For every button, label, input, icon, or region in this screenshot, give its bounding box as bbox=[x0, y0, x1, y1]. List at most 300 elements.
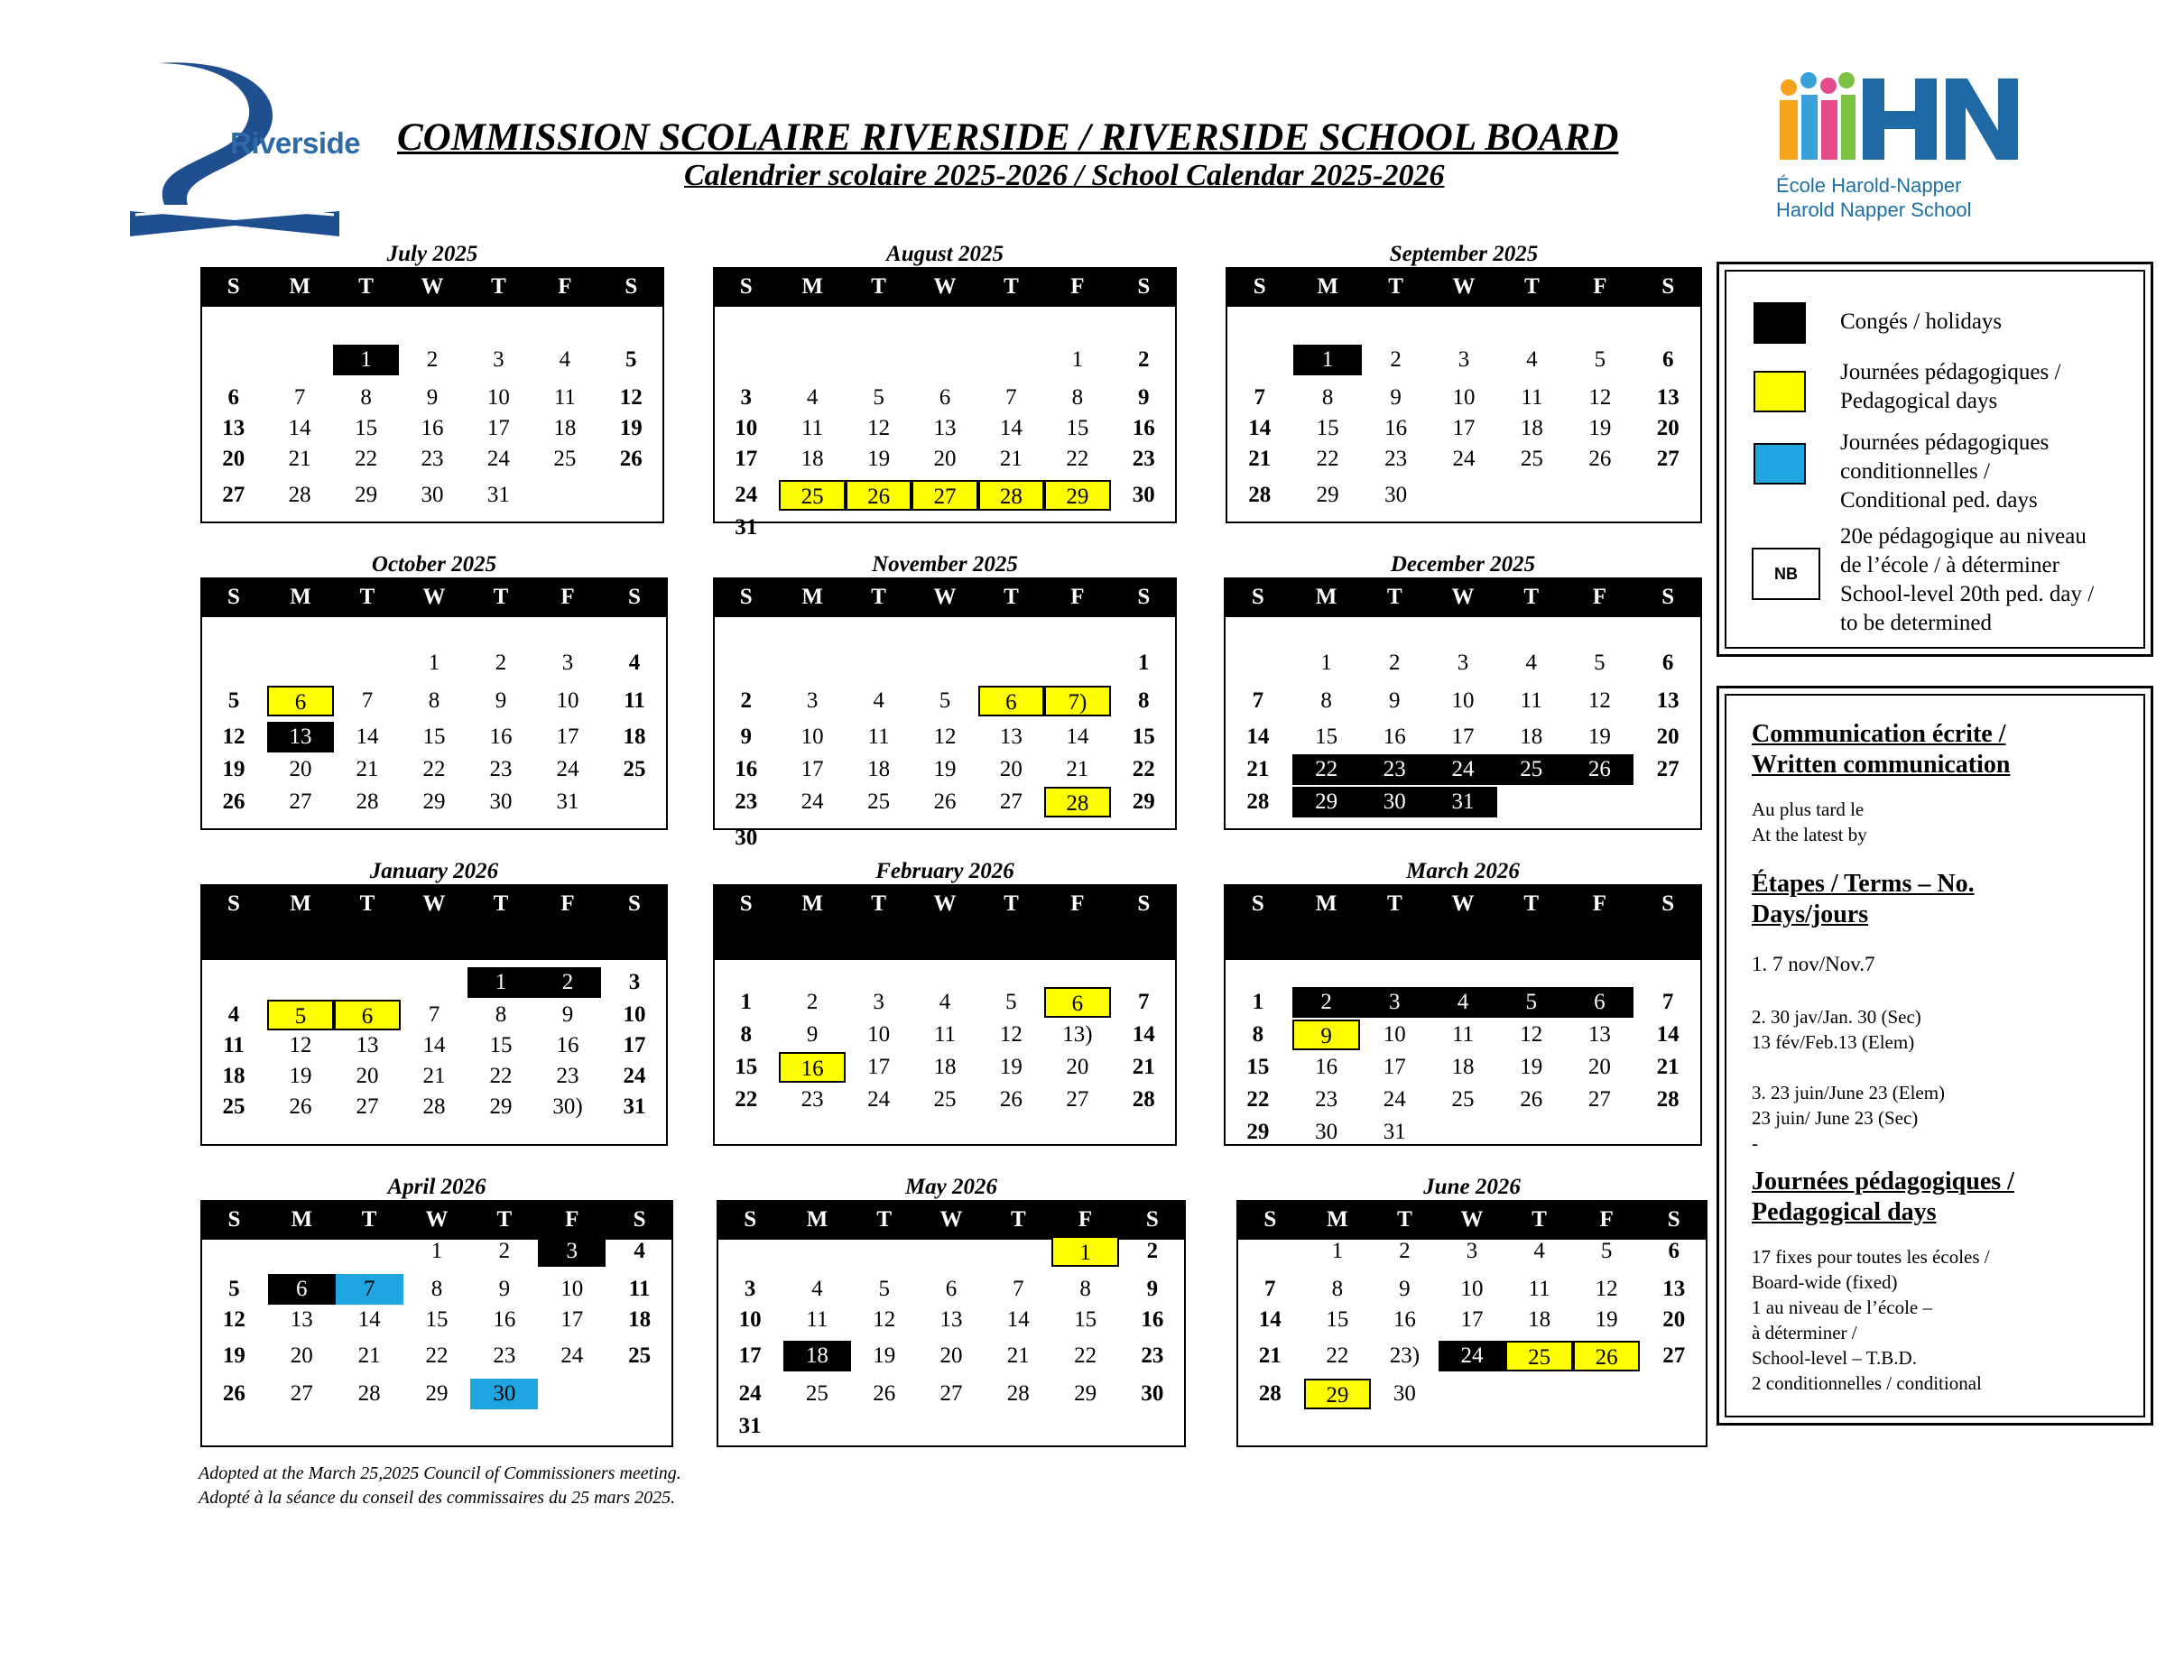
day-cell: 18 bbox=[933, 1055, 957, 1079]
month-grid bbox=[200, 884, 668, 1146]
pedagogical-swatch bbox=[1754, 371, 1806, 412]
day-cell: 13 bbox=[1656, 385, 1680, 410]
day-cell: 25 bbox=[1451, 1087, 1475, 1112]
week-row bbox=[200, 648, 668, 678]
day-cell: 9 bbox=[498, 1277, 511, 1301]
day-cell bbox=[268, 1236, 336, 1267]
day-cell: 25 bbox=[1505, 1341, 1573, 1371]
week-row bbox=[717, 1305, 1186, 1335]
day-cell: 11 bbox=[867, 725, 890, 749]
day-cell: 10 bbox=[738, 1307, 762, 1332]
day-cell: 27 bbox=[1656, 757, 1680, 781]
day-cell: 25 bbox=[805, 1381, 828, 1406]
week-row bbox=[1236, 1274, 1707, 1305]
day-cell: 27 bbox=[290, 1381, 313, 1406]
day-cell: 23 bbox=[1384, 447, 1408, 471]
day-cell: 13 bbox=[356, 1033, 379, 1057]
weekday-label: W bbox=[1452, 274, 1476, 299]
week-row bbox=[1226, 480, 1702, 511]
day-cell bbox=[783, 1411, 850, 1442]
weekday-label: S bbox=[739, 274, 753, 299]
day-cell: 23 bbox=[489, 757, 513, 781]
nb-swatch: NB bbox=[1752, 548, 1820, 600]
weekday-label: M bbox=[289, 274, 310, 299]
week-row bbox=[200, 413, 664, 444]
day-cell: 6 bbox=[1668, 1239, 1680, 1263]
day-cell bbox=[1430, 480, 1497, 511]
week-row bbox=[200, 1236, 673, 1267]
term-3: 3. 23 juin/June 23 (Elem) 23 juin/ June 23 (Sec) - bbox=[1752, 1082, 1946, 1154]
day-cell: 19 bbox=[1595, 1307, 1618, 1332]
day-cell: 14 bbox=[356, 725, 379, 749]
month-grid bbox=[1226, 267, 1702, 523]
adoption-note-fr: Adopté à la séance du conseil des commissaires du 25 mars 2025. bbox=[199, 1488, 676, 1508]
week-row bbox=[200, 1030, 668, 1061]
day-cell: 7 bbox=[336, 1274, 403, 1305]
day-cell: 9 bbox=[806, 1022, 819, 1047]
adoption-note bbox=[199, 1462, 681, 1510]
weekday-label: S bbox=[1251, 585, 1264, 609]
day-cell: 23 bbox=[493, 1343, 516, 1368]
day-cell: 9 bbox=[1399, 1277, 1411, 1301]
day-cell bbox=[334, 967, 401, 998]
conditional-swatch bbox=[1754, 443, 1806, 485]
day-cell: 11 bbox=[1521, 385, 1543, 410]
day-cell: 13) bbox=[1062, 1022, 1093, 1047]
month-october-2025 bbox=[200, 552, 668, 830]
day-cell: 7 bbox=[293, 385, 306, 410]
month-january-2026 bbox=[200, 859, 668, 1146]
day-cell: 9 bbox=[1390, 385, 1402, 410]
day-cell: 10 bbox=[1383, 1022, 1406, 1047]
day-cell: 19 bbox=[619, 416, 643, 440]
day-cell: 8 bbox=[430, 1277, 443, 1301]
day-cell: 13 bbox=[1662, 1277, 1686, 1301]
weekday-label: M bbox=[1315, 891, 1337, 916]
day-cell: 4 bbox=[1526, 347, 1538, 372]
day-cell: 4 bbox=[628, 651, 641, 675]
day-cell: 21 bbox=[356, 757, 379, 781]
page-title: COMMISSION SCOLAIRE RIVERSIDE / RIVERSIDE SCHOOL BOARD bbox=[397, 116, 1619, 159]
day-cell: 20 bbox=[222, 447, 245, 471]
month-name: September 2025 bbox=[1389, 242, 1539, 266]
weekday-header bbox=[200, 267, 664, 307]
weekday-label: W bbox=[1451, 585, 1475, 609]
weekday-label: S bbox=[1253, 274, 1266, 299]
week-row bbox=[200, 1379, 673, 1409]
day-cell: 20 bbox=[939, 1343, 963, 1368]
day-cell: 22 bbox=[425, 1343, 449, 1368]
weekday-label: F bbox=[1070, 585, 1085, 609]
legend-conditional: Journées pédagogiques conditionnelles / Conditional ped. days bbox=[1840, 430, 2050, 512]
day-cell: 15 bbox=[422, 725, 446, 749]
day-cell: 5 bbox=[1600, 1239, 1613, 1263]
day-cell bbox=[1044, 648, 1110, 678]
day-cell bbox=[266, 345, 332, 375]
month-grid bbox=[1224, 577, 1702, 830]
week-row bbox=[1236, 1236, 1707, 1267]
weekday-label: M bbox=[801, 274, 823, 299]
day-cell: 14 bbox=[1132, 1022, 1155, 1047]
weekday-label: T bbox=[493, 891, 509, 916]
day-cell: 10 bbox=[735, 416, 758, 440]
month-grid bbox=[713, 577, 1177, 850]
day-cell: 25 bbox=[222, 1094, 245, 1119]
day-cell: 12 bbox=[619, 385, 643, 410]
month-name: May 2026 bbox=[904, 1175, 998, 1199]
term-2: 2. 30 jav/Jan. 30 (Sec) 13 fév/Feb.13 (Elem) bbox=[1752, 1006, 1921, 1053]
day-cell bbox=[978, 648, 1044, 678]
day-cell: 15 bbox=[1326, 1307, 1349, 1332]
weekday-label: T bbox=[1004, 891, 1019, 916]
day-cell bbox=[978, 823, 1044, 854]
week-row bbox=[200, 480, 664, 511]
day-cell: 11 bbox=[933, 1022, 957, 1047]
day-cell: 6 bbox=[267, 686, 334, 716]
day-cell bbox=[401, 967, 467, 998]
day-cell: 11 bbox=[628, 1277, 651, 1301]
day-cell: 15 bbox=[1066, 416, 1089, 440]
day-cell: 9 bbox=[495, 688, 507, 713]
month-name: January 2026 bbox=[369, 859, 499, 883]
week-row bbox=[713, 1020, 1177, 1050]
day-cell: 29 bbox=[422, 789, 446, 814]
day-cell: 11 bbox=[1520, 688, 1542, 713]
day-cell: 9 bbox=[1146, 1277, 1159, 1301]
day-cell: 18 bbox=[553, 416, 577, 440]
day-cell: 21 bbox=[1258, 1343, 1282, 1368]
weekday-label: T bbox=[361, 1207, 377, 1232]
day-cell bbox=[779, 823, 845, 854]
weekday-label: F bbox=[1593, 274, 1607, 299]
weekday-label: F bbox=[1078, 1207, 1093, 1232]
day-cell: 14 bbox=[288, 416, 311, 440]
day-cell: 7 bbox=[1264, 1277, 1276, 1301]
day-cell bbox=[985, 1236, 1051, 1267]
weekday-label: S bbox=[1137, 274, 1151, 299]
day-cell bbox=[1111, 823, 1177, 854]
month-july-2025 bbox=[200, 242, 664, 523]
day-cell: 24 bbox=[735, 483, 758, 507]
day-cell: 6 bbox=[334, 1000, 401, 1030]
day-cell: 1 bbox=[333, 345, 399, 375]
weekday-label: W bbox=[422, 891, 446, 916]
day-cell: 22 bbox=[1132, 757, 1155, 781]
day-cell: 24 bbox=[800, 789, 824, 814]
holiday-swatch bbox=[1754, 302, 1806, 344]
day-cell: 20 bbox=[1066, 1055, 1089, 1079]
weekday-label: W bbox=[933, 891, 957, 916]
day-cell: 1 bbox=[1051, 1236, 1118, 1267]
day-cell: 21 bbox=[422, 1064, 446, 1088]
weekday-label: T bbox=[496, 1207, 513, 1232]
day-cell: 2 bbox=[1146, 1239, 1159, 1263]
day-cell: 22 bbox=[422, 757, 446, 781]
day-cell: 13 bbox=[222, 416, 245, 440]
day-cell: 18 bbox=[1520, 725, 1543, 749]
day-cell: 17 bbox=[486, 416, 510, 440]
day-cell: 21 bbox=[357, 1343, 381, 1368]
day-cell bbox=[717, 1236, 783, 1267]
weekday-label: S bbox=[227, 891, 240, 916]
legend-holidays: Congés / holidays bbox=[1840, 309, 2003, 334]
day-cell: 19 bbox=[933, 757, 957, 781]
day-cell bbox=[779, 512, 845, 543]
month-name: August 2025 bbox=[886, 242, 1004, 266]
day-cell: 7 bbox=[428, 1002, 440, 1027]
day-cell: 8 bbox=[1252, 1022, 1264, 1047]
day-cell: 14 bbox=[357, 1307, 381, 1332]
day-cell: 21 bbox=[1066, 757, 1089, 781]
week-row bbox=[717, 1341, 1186, 1371]
weekday-label: T bbox=[1010, 1207, 1026, 1232]
month-grid bbox=[1224, 884, 1702, 1146]
day-cell: 27 bbox=[1656, 447, 1680, 471]
day-cell: 31 bbox=[486, 483, 510, 507]
weekday-label: T bbox=[1523, 585, 1540, 609]
day-cell: 31 bbox=[556, 789, 579, 814]
day-cell bbox=[334, 648, 401, 678]
day-cell: 12 bbox=[222, 725, 245, 749]
day-cell: 8 bbox=[1079, 1277, 1091, 1301]
weekday-label: T bbox=[359, 585, 375, 609]
day-cell: 29 bbox=[1304, 1379, 1372, 1409]
day-cell: 12 bbox=[873, 1307, 896, 1332]
weekday-label: F bbox=[560, 891, 575, 916]
day-cell: 5 bbox=[228, 1277, 240, 1301]
day-cell: 21 bbox=[1006, 1343, 1030, 1368]
weekday-label: T bbox=[871, 891, 886, 916]
day-cell: 14 bbox=[1246, 725, 1270, 749]
weekday-label: F bbox=[560, 585, 575, 609]
day-cell: 16 bbox=[421, 416, 444, 440]
day-cell: 5 bbox=[267, 1000, 334, 1030]
day-cell bbox=[918, 1236, 985, 1267]
day-cell: 31 bbox=[735, 515, 758, 540]
weekday-label: S bbox=[744, 1207, 757, 1232]
day-cell: 5 bbox=[939, 688, 951, 713]
week-row bbox=[1236, 1305, 1707, 1335]
day-cell: 14 bbox=[1066, 725, 1089, 749]
day-cell: 15 bbox=[1074, 1307, 1097, 1332]
day-cell: 29 bbox=[1246, 1120, 1270, 1144]
day-cell: 1 bbox=[467, 967, 534, 998]
week-row bbox=[200, 444, 664, 475]
day-cell: 8 bbox=[740, 1022, 752, 1047]
day-cell bbox=[1634, 480, 1702, 511]
day-cell: 2 bbox=[426, 347, 439, 372]
day-cell: 3 bbox=[806, 688, 819, 713]
day-cell bbox=[846, 648, 912, 678]
day-cell: 12 bbox=[933, 725, 957, 749]
day-cell: 25 bbox=[1497, 754, 1566, 785]
day-cell: 19 bbox=[222, 757, 245, 781]
day-cell: 3 bbox=[1457, 651, 1469, 675]
day-cell: 17 bbox=[867, 1055, 891, 1079]
day-cell: 13 bbox=[999, 725, 1023, 749]
week-row bbox=[200, 345, 664, 375]
day-cell: 2 bbox=[1399, 1239, 1411, 1263]
day-cell: 20 bbox=[290, 1343, 313, 1368]
week-row bbox=[717, 1411, 1186, 1442]
day-cell: 23 bbox=[1141, 1343, 1164, 1368]
day-cell: 15 bbox=[425, 1307, 449, 1332]
day-cell: 5 bbox=[1497, 987, 1566, 1018]
day-cell bbox=[1640, 1379, 1707, 1409]
weekday-label: S bbox=[227, 585, 240, 609]
day-cell: 21 bbox=[288, 447, 311, 471]
month-name: December 2025 bbox=[1390, 552, 1536, 577]
day-cell: 30 bbox=[1384, 483, 1408, 507]
day-cell: 19 bbox=[1520, 1055, 1543, 1079]
day-cell: 8 bbox=[428, 688, 440, 713]
day-cell: 31 bbox=[738, 1414, 762, 1438]
day-cell: 4 bbox=[559, 347, 571, 372]
week-row bbox=[713, 413, 1177, 444]
weekday-label: T bbox=[1004, 274, 1019, 299]
day-cell: 19 bbox=[1587, 725, 1611, 749]
day-cell: 6 bbox=[227, 385, 239, 410]
month-grid bbox=[1236, 1200, 1707, 1447]
day-cell: 26 bbox=[1520, 1087, 1543, 1112]
day-cell: 27 bbox=[1662, 1343, 1686, 1368]
day-cell: 20 bbox=[1587, 1055, 1611, 1079]
day-cell: 3 bbox=[1466, 1239, 1478, 1263]
day-cell: 28 bbox=[357, 1381, 381, 1406]
day-cell bbox=[779, 345, 845, 375]
month-name: October 2025 bbox=[371, 552, 497, 577]
day-cell: 13 bbox=[290, 1307, 313, 1332]
day-cell: 30 bbox=[1132, 483, 1155, 507]
week-row bbox=[713, 823, 1177, 854]
day-cell: 29 bbox=[1132, 789, 1155, 814]
weekday-label: S bbox=[1145, 1207, 1159, 1232]
weekday-label: W bbox=[1460, 1207, 1484, 1232]
day-cell bbox=[978, 345, 1044, 375]
month-april-2026 bbox=[200, 1175, 673, 1447]
day-cell: 9 bbox=[426, 385, 439, 410]
day-cell: 14 bbox=[1656, 1022, 1680, 1047]
day-cell: 28 bbox=[1044, 787, 1110, 817]
day-cell: 2 bbox=[1390, 347, 1402, 372]
week-row bbox=[1224, 787, 1702, 817]
day-cell: 15 bbox=[1315, 725, 1338, 749]
week-row bbox=[713, 1085, 1177, 1115]
week-row bbox=[713, 383, 1177, 413]
week-row bbox=[717, 1379, 1186, 1409]
day-cell: 6 bbox=[268, 1274, 336, 1305]
weekday-header bbox=[1224, 884, 1702, 960]
day-cell: 13 bbox=[1587, 1022, 1611, 1047]
day-cell bbox=[912, 345, 977, 375]
day-cell bbox=[601, 787, 668, 817]
day-cell: 5 bbox=[625, 347, 637, 372]
day-cell: 3 bbox=[538, 1236, 606, 1267]
week-row bbox=[200, 787, 668, 817]
day-cell bbox=[1044, 823, 1110, 854]
day-cell bbox=[713, 648, 779, 678]
weekday-header bbox=[713, 267, 1177, 307]
weekday-header bbox=[200, 1200, 673, 1240]
weekday-label: M bbox=[290, 891, 311, 916]
day-cell: 16 bbox=[735, 757, 758, 781]
weekday-label: S bbox=[633, 1207, 646, 1232]
month-name: June 2026 bbox=[1423, 1175, 1521, 1199]
day-cell: 23) bbox=[1389, 1343, 1421, 1368]
day-cell bbox=[1497, 787, 1566, 817]
day-cell: 16 bbox=[493, 1307, 516, 1332]
day-cell: 30 bbox=[1141, 1381, 1164, 1406]
day-cell: 23 bbox=[800, 1087, 824, 1112]
day-cell: 26 bbox=[289, 1094, 312, 1119]
day-cell: 24 bbox=[1383, 1087, 1406, 1112]
weekday-label: F bbox=[565, 1207, 579, 1232]
day-cell: 17 bbox=[738, 1343, 762, 1368]
day-cell: 29 bbox=[1044, 480, 1110, 511]
day-cell: 4 bbox=[1429, 987, 1497, 1018]
day-cell: 15 bbox=[1246, 1055, 1270, 1079]
day-cell: 22 bbox=[1292, 754, 1361, 785]
day-cell: 24 bbox=[486, 447, 510, 471]
day-cell bbox=[1119, 1411, 1186, 1442]
month-june-2026 bbox=[1236, 1175, 1707, 1447]
day-cell: 10 bbox=[623, 1002, 646, 1027]
day-cell: 17 bbox=[1460, 1307, 1484, 1332]
day-cell: 29 bbox=[355, 483, 378, 507]
weekday-label: W bbox=[933, 274, 957, 299]
day-cell: 26 bbox=[619, 447, 643, 471]
day-cell bbox=[336, 1236, 403, 1267]
day-cell bbox=[846, 512, 912, 543]
day-cell: 22 bbox=[1066, 447, 1089, 471]
day-cell: 4 bbox=[227, 1002, 240, 1027]
day-cell: 2 bbox=[740, 688, 752, 713]
weekday-label: S bbox=[1661, 585, 1675, 609]
weekday-label: M bbox=[801, 585, 823, 609]
day-cell bbox=[598, 480, 664, 511]
day-cell: 6 bbox=[978, 686, 1044, 716]
day-cell bbox=[606, 1379, 673, 1409]
week-row bbox=[1226, 413, 1702, 444]
day-cell: 25 bbox=[933, 1087, 957, 1112]
day-cell: 3 bbox=[493, 347, 504, 372]
day-cell: 24 bbox=[738, 1381, 762, 1406]
day-cell: 24 bbox=[1452, 447, 1476, 471]
week-row bbox=[200, 1274, 673, 1305]
day-cell bbox=[1498, 480, 1566, 511]
day-cell: 3 bbox=[744, 1277, 756, 1301]
day-cell: 19 bbox=[999, 1055, 1023, 1079]
week-row bbox=[200, 1341, 673, 1371]
day-cell bbox=[267, 648, 334, 678]
day-cell: 5 bbox=[227, 688, 240, 713]
day-cell: 26 bbox=[1588, 447, 1612, 471]
day-cell: 8 bbox=[1321, 385, 1334, 410]
day-cell: 9 bbox=[1292, 1020, 1361, 1050]
day-cell: 2 bbox=[1138, 347, 1150, 372]
month-name: March 2026 bbox=[1406, 859, 1520, 883]
weekday-label: M bbox=[290, 585, 311, 609]
day-cell: 11 bbox=[1451, 1022, 1475, 1047]
weekday-label: M bbox=[801, 891, 823, 916]
day-cell: 15 bbox=[355, 416, 378, 440]
day-cell bbox=[1633, 787, 1702, 817]
day-cell bbox=[1111, 512, 1177, 543]
week-row bbox=[713, 987, 1177, 1018]
day-cell: 11 bbox=[624, 688, 645, 713]
day-cell: 27 bbox=[289, 789, 312, 814]
day-cell: 20 bbox=[1656, 416, 1680, 440]
